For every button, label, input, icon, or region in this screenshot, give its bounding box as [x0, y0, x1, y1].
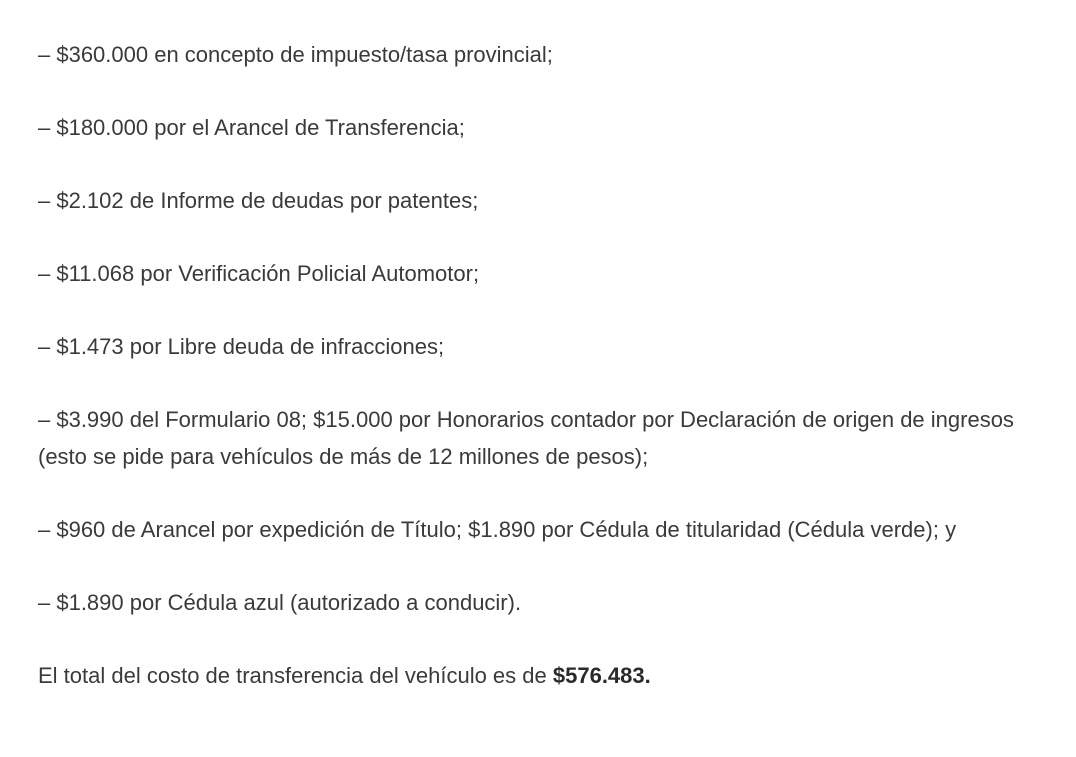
cost-item-form-08-and-accountant: – $3.990 del Formulario 08; $15.000 por Honorarios contador por Declaración de origen de ingresos (esto se pide para vehículos de más de 12 millones de pesos);: [38, 407, 1014, 469]
cost-item-blue-card: – $1.890 por Cédula azul (autorizado a conducir).: [38, 590, 522, 615]
total-cost-paragraph: [38, 657, 1046, 694]
cost-item-transfer-fee: – $180.000 por el Arancel de Transferencia;: [38, 115, 465, 140]
total-cost-prefix: El total del costo de transferencia del vehículo es de: [38, 663, 553, 688]
cost-item-patent-debt-report: – $2.102 de Informe de deudas por patentes;: [38, 188, 479, 213]
cost-item-infractions-clearance: – $1.473 por Libre deuda de infracciones;: [38, 334, 445, 359]
total-cost-amount: $576.483.: [552, 663, 651, 688]
cost-item-police-verification: – $11.068 por Verificación Policial Automotor;: [38, 261, 480, 286]
cost-item-provincial-tax: – $360.000 en concepto de impuesto/tasa provincial;: [38, 42, 553, 67]
cost-item-title-and-green-card: – $960 de Arancel por expedición de Título; $1.890 por Cédula de titularidad (Cédula verde); y: [38, 517, 957, 542]
